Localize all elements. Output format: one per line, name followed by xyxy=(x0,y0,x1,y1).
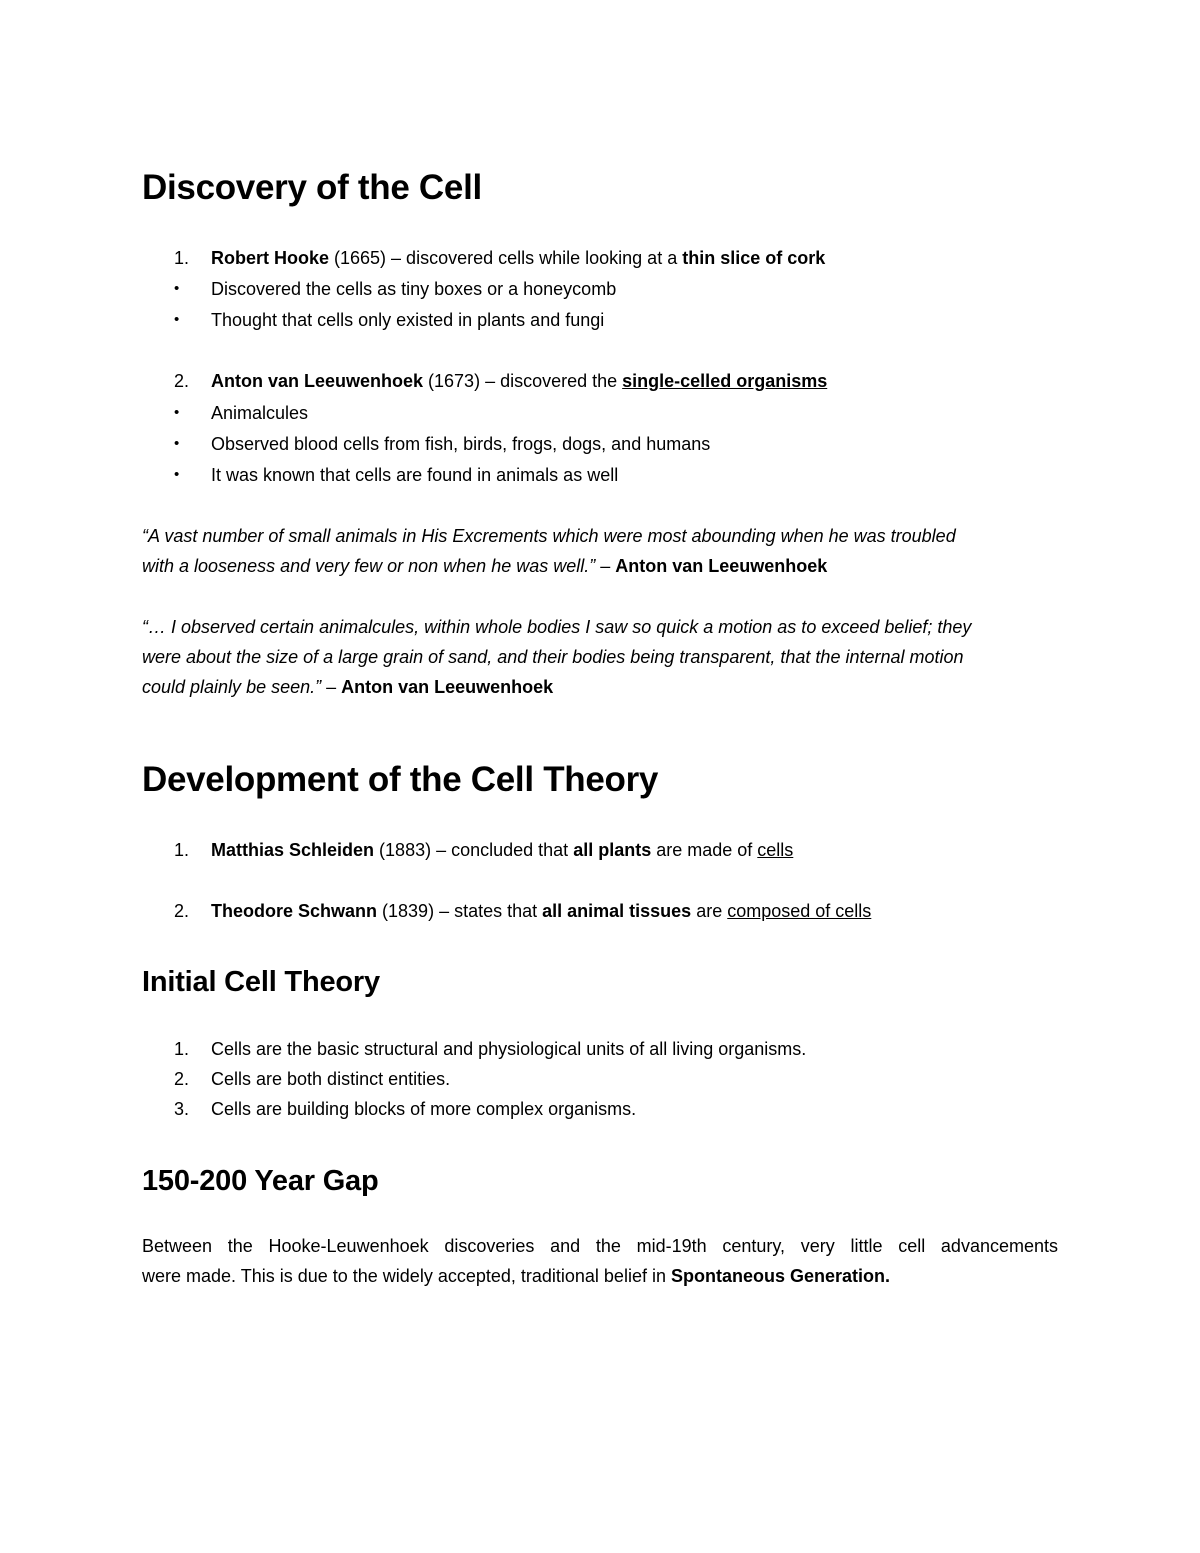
item-text: are xyxy=(691,901,728,921)
quote-text: with a looseness and very few or non when he was well.” xyxy=(142,556,596,576)
bullet-icon: • xyxy=(174,280,180,297)
paragraph-text: were made. This is due to the widely accepted, traditional belief in xyxy=(142,1266,671,1286)
bullet-item: Thought that cells only existed in plants and fungi xyxy=(211,310,605,330)
bullet-icon: • xyxy=(174,404,180,421)
quote-dash: – xyxy=(595,556,616,576)
item-text: (1665) – discovered cells while looking at a xyxy=(329,248,683,268)
underlined-phrase: cells xyxy=(757,840,794,860)
quote-text: could plainly be seen.” xyxy=(142,677,322,697)
bullet-icon: • xyxy=(174,311,180,328)
quote-line xyxy=(142,676,553,698)
theory-item: Cells are the basic structural and physiological units of all living organisms. xyxy=(211,1039,807,1059)
bold-phrase: Spontaneous Generation. xyxy=(670,1266,890,1286)
list-number: 1. xyxy=(174,1039,190,1059)
quote-line xyxy=(142,555,827,577)
heading-initial-cell-theory: Initial Cell Theory xyxy=(142,966,380,998)
bullet-icon: • xyxy=(174,435,180,452)
list-item-leeuwenhoek xyxy=(211,370,827,392)
bold-phrase: all animal tissues xyxy=(542,901,692,921)
underlined-phrase: single-celled organisms xyxy=(622,371,828,391)
theory-item: Cells are both distinct entities. xyxy=(211,1069,451,1089)
item-text: (1839) – states that xyxy=(377,901,543,921)
quote-author: Anton van Leeuwenhoek xyxy=(615,556,828,576)
quote-line: “A vast number of small animals in His Excrements which were most abounding when he was troubled xyxy=(142,526,956,546)
item-text: (1673) – discovered the xyxy=(423,371,623,391)
list-number: 2. xyxy=(174,901,190,921)
quote-line: “… I observed certain animalcules, within whole bodies I saw so quick a motion as to exceed belief; they xyxy=(142,617,972,637)
list-number: 2. xyxy=(174,1069,190,1089)
scientist-name: Theodore Schwann xyxy=(211,901,378,921)
underlined-phrase: composed of cells xyxy=(727,901,872,921)
theory-item: Cells are building blocks of more complex organisms. xyxy=(211,1099,637,1119)
quote-author: Anton van Leeuwenhoek xyxy=(341,677,554,697)
list-number: 2. xyxy=(174,371,190,391)
scientist-name: Matthias Schleiden xyxy=(211,840,375,860)
bullet-icon: • xyxy=(174,466,180,483)
bullet-item: Observed blood cells from fish, birds, frogs, dogs, and humans xyxy=(211,434,711,454)
quote-line: were about the size of a large grain of sand, and their bodies being transparent, that the internal motion xyxy=(142,647,964,667)
bullet-item: Animalcules xyxy=(211,403,309,423)
list-number: 1. xyxy=(174,840,190,860)
heading-year-gap: 150-200 Year Gap xyxy=(142,1165,379,1197)
list-item-robert-hooke xyxy=(211,247,825,269)
heading-development-of-cell-theory: Development of the Cell Theory xyxy=(142,760,659,799)
bold-phrase: thin slice of cork xyxy=(682,248,826,268)
paragraph-line xyxy=(142,1265,890,1287)
list-number: 1. xyxy=(174,248,190,268)
heading-discovery-of-the-cell: Discovery of the Cell xyxy=(142,168,482,207)
bold-phrase: all plants xyxy=(573,840,652,860)
list-number: 3. xyxy=(174,1099,190,1119)
quote-dash: – xyxy=(321,677,342,697)
paragraph-line: Between the Hooke-Leuwenhoek discoveries and the mid-19th century, very little cell advancements xyxy=(142,1236,1058,1256)
list-item-schwann xyxy=(211,900,871,922)
bullet-item: Discovered the cells as tiny boxes or a honeycomb xyxy=(211,279,617,299)
bullet-item: It was known that cells are found in animals as well xyxy=(211,465,619,485)
item-text: (1883) – concluded that xyxy=(374,840,574,860)
item-text: are made of xyxy=(651,840,758,860)
scientist-name: Anton van Leeuwenhoek xyxy=(211,371,424,391)
list-item-schleiden xyxy=(211,839,793,861)
scientist-name: Robert Hooke xyxy=(211,248,330,268)
